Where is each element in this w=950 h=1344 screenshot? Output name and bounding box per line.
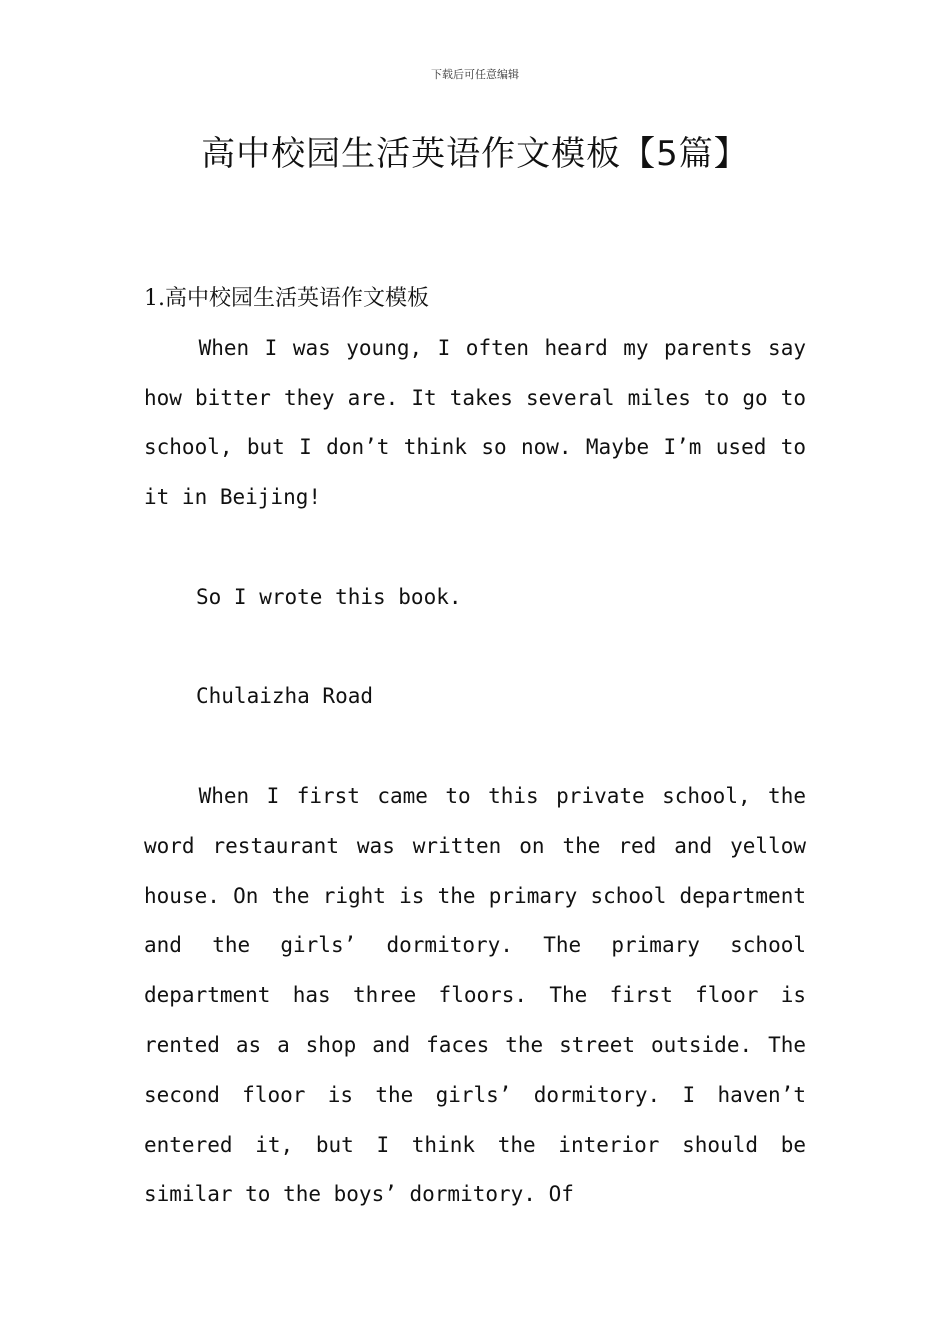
document-body — [144, 274, 806, 1220]
document-title: 高中校园生活英语作文模板【5篇】 — [201, 134, 749, 174]
paragraph-road-name: Chulaizha Road — [196, 684, 374, 709]
section-heading: 1.高中校园生活英语作文模板 — [144, 286, 429, 311]
paragraph-intro: When I was young, I often heard my parents say how bitter they are. It takes several miles to go to school, but I don’t think so now. Maybe I’m used to it in Beijing! — [144, 335, 806, 510]
paragraph-school-description: When I first came to this private school, the word restaurant was written on the red and yellow house. On the right is the primary school department and the girls’ dormitory. The primary school department has three floors. The first floor is rented as a shop and faces the street outside. The second floor is the girls’ dormitory. I haven’t entered it, but I think the interior should be similar to the boys’ dormitory. Of — [144, 783, 806, 1207]
page-header-note: 下载后可任意编辑 — [431, 68, 519, 81]
paragraph-book-note: So I wrote this book. — [196, 584, 462, 609]
